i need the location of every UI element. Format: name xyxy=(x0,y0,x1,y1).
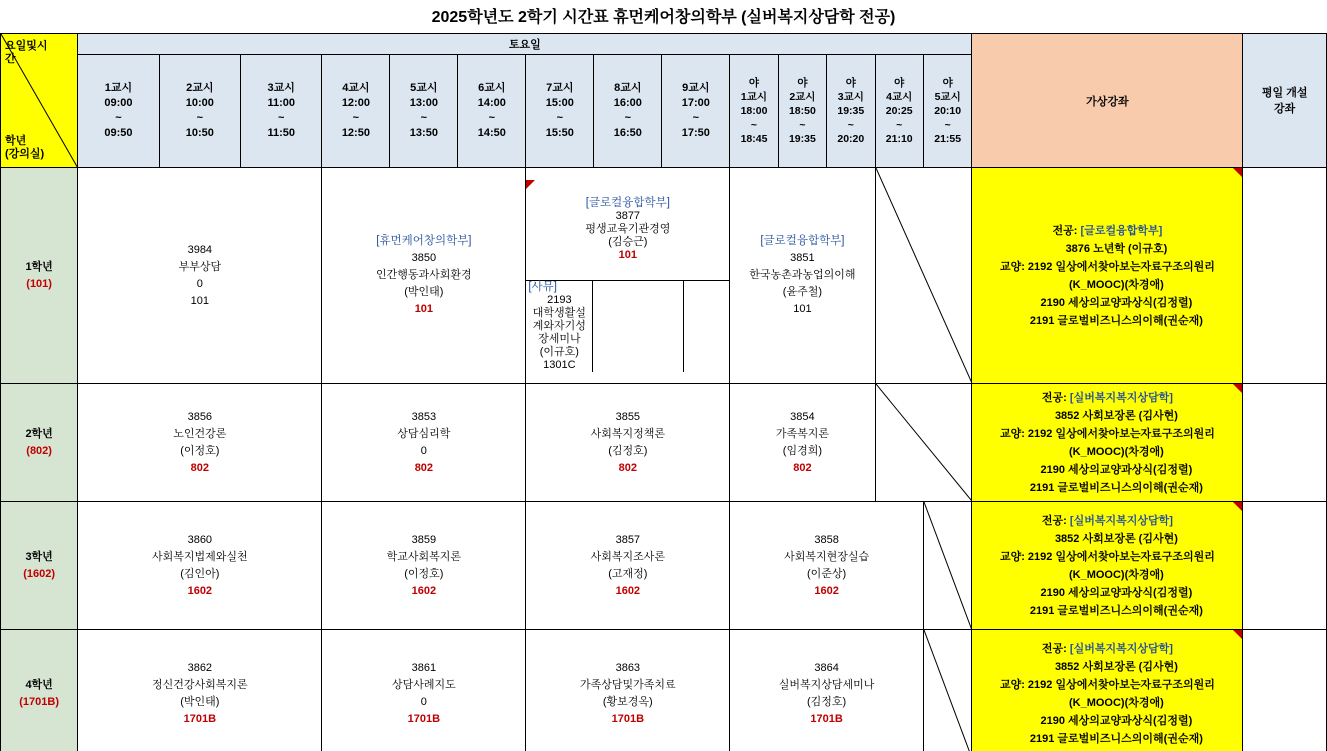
period-header-4: 4교시 12:00 ~ 12:50 xyxy=(322,55,390,168)
course-cell-4-4[interactable]: 3864 실버복지상담세미나 (김정호) 1701B xyxy=(730,630,924,751)
virtual-course-cell-1[interactable]: 전공: [글로컬융합학부] 3876 노년학 (이규호) 교양: 2192 일상에서찾아보는자료구조의원리 (K_MOOC)(차경애) 2190 세상의교양과상식(김정렬) 2191 글로벌비즈니스의이해(권순재) xyxy=(972,168,1243,384)
empty-cell-1-3-b xyxy=(593,280,684,372)
empty-cell-1-3-c xyxy=(684,280,729,372)
period-header-night-4: 야 4교시 20:25 ~ 21:10 xyxy=(875,55,923,168)
table-row xyxy=(1,168,1327,384)
course-cell-3-2[interactable]: 3859 학교사회복지론 (이정호) 1602 xyxy=(322,502,526,630)
virtual-course-cell-3[interactable]: 전공: [실버복지복지상담학] 3852 사회보장론 (김사현) 교양: 2192 일상에서찾아보는자료구조의원리 (K_MOOC)(차경애) 2190 세상의교양과상식(김정렬) 2191 글로벌비즈니스의이해(권순재) xyxy=(972,502,1243,630)
table-row xyxy=(1,384,1327,502)
course-cell-4-3[interactable]: 3863 가족상담및가족치료 (황보경옥) 1701B xyxy=(526,630,730,751)
flag-marker-icon xyxy=(1233,384,1242,393)
corner-top-label: 요일및시 간 xyxy=(5,40,48,65)
course-cell-2-3[interactable]: 3855 사회복지정책론 (김정호) 802 xyxy=(526,384,730,502)
period-header-night-1: 야 1교시 18:00 ~ 18:45 xyxy=(730,55,778,168)
period-header-night-2: 야 2교시 18:50 ~ 19:35 xyxy=(778,55,826,168)
weekday-cell-3[interactable] xyxy=(1243,502,1327,630)
course-cell-1-4[interactable]: [글로컬융합학부] 3851 한국농촌과농업의이해 (윤주철) 101 xyxy=(730,168,875,384)
course-cell-3-1[interactable]: 3860 사회복지법제와실천 (김인아) 1602 xyxy=(78,502,322,630)
weekday-course-header: 평일 개설 강좌 xyxy=(1243,34,1327,168)
year-cell-4: 4학년 (1701B) xyxy=(1,630,78,751)
period-header-night-3: 야 3교시 19:35 ~ 20:20 xyxy=(827,55,875,168)
course-cell-4-2[interactable]: 3861 상담사례지도 0 1701B xyxy=(322,630,526,751)
period-header-3: 3교시 11:00 ~ 11:50 xyxy=(241,55,322,168)
course-cell-1-3-top[interactable]: [글로컬융합학부] 3877 평생교육기관경영 (김승근) 101 xyxy=(526,180,729,281)
weekday-cell-2[interactable] xyxy=(1243,384,1327,502)
course-cell-3-3[interactable]: 3857 사회복지조사론 (고재정) 1602 xyxy=(526,502,730,630)
saturday-header: 토요일 xyxy=(78,34,972,55)
year-cell-1: 1학년 (101) xyxy=(1,168,78,384)
flag-marker-icon xyxy=(1233,502,1242,511)
course-cell-1-1[interactable]: 3984 부부상담 0 101 xyxy=(78,168,322,384)
course-cell-1-2[interactable]: [휴먼케어창의학부] 3850 인간행동과사회환경 (박인태) 101 xyxy=(322,168,526,384)
period-header-5: 5교시 13:00 ~ 13:50 xyxy=(390,55,458,168)
course-cell-2-4[interactable]: 3854 가족복지론 (임경희) 802 xyxy=(730,384,875,502)
blocked-cell-1 xyxy=(875,168,972,384)
virtual-course-header: 가상강좌 xyxy=(972,34,1243,168)
period-header-9: 9교시 17:00 ~ 17:50 xyxy=(662,55,730,168)
flag-marker-icon xyxy=(526,180,535,189)
blocked-cell-2 xyxy=(875,384,972,502)
period-header-2: 2교시 10:00 ~ 10:50 xyxy=(159,55,240,168)
header-row-day xyxy=(1,34,1327,55)
course-cell-group-1-3 xyxy=(526,168,730,384)
blocked-cell-4 xyxy=(923,630,972,751)
blocked-cell-3 xyxy=(923,502,972,630)
table-row xyxy=(1,502,1327,630)
course-cell-2-2[interactable]: 3853 상담심리학 0 802 xyxy=(322,384,526,502)
weekday-cell-4[interactable] xyxy=(1243,630,1327,751)
period-header-7: 7교시 15:00 ~ 15:50 xyxy=(526,55,594,168)
course-cell-1-3-bottom[interactable]: [사뮤] 2193 대학생활설 계와자기성 장세미나 (이규호) 1301C xyxy=(526,280,593,372)
period-header-1: 1교시 09:00 ~ 09:50 xyxy=(78,55,159,168)
year-cell-3: 3학년 (1602) xyxy=(1,502,78,630)
period-header-night-5: 야 5교시 20:10 ~ 21:55 xyxy=(923,55,972,168)
weekday-cell-1[interactable] xyxy=(1243,168,1327,384)
period-header-6: 6교시 14:00 ~ 14:50 xyxy=(458,55,526,168)
corner-label-cell xyxy=(1,34,78,168)
period-header-8: 8교시 16:00 ~ 16:50 xyxy=(594,55,662,168)
year-cell-2: 2학년 (802) xyxy=(1,384,78,502)
virtual-course-cell-2[interactable]: 전공: [실버복지복지상담학] 3852 사회보장론 (김사현) 교양: 2192 일상에서찾아보는자료구조의원리 (K_MOOC)(차경애) 2190 세상의교양과상식(김정렬) 2191 글로벌비즈니스의이해(권순재) xyxy=(972,384,1243,502)
flag-marker-icon xyxy=(1233,630,1242,639)
timetable xyxy=(0,33,1327,751)
virtual-course-cell-4[interactable]: 전공: [실버복지복지상담학] 3852 사회보장론 (김사현) 교양: 2192 일상에서찾아보는자료구조의원리 (K_MOOC)(차경애) 2190 세상의교양과상식(김정렬) 2191 글로벌비즈니스의이해(권순재) xyxy=(972,630,1243,751)
table-row xyxy=(1,630,1327,751)
course-cell-3-4[interactable]: 3858 사회복지현장실습 (이준상) 1602 xyxy=(730,502,924,630)
corner-bottom-label: 학년 (강의실) xyxy=(5,135,45,160)
course-cell-2-1[interactable]: 3856 노인건강론 (이정호) 802 xyxy=(78,384,322,502)
flag-marker-icon xyxy=(1233,168,1242,177)
page-title: 2025학년도 2학기 시간표 휴먼케어창의학부 (실버복지상담학 전공) xyxy=(431,9,896,26)
split-cell-table xyxy=(526,180,729,372)
course-cell-4-1[interactable]: 3862 정신건강사회복지론 (박인태) 1701B xyxy=(78,630,322,751)
